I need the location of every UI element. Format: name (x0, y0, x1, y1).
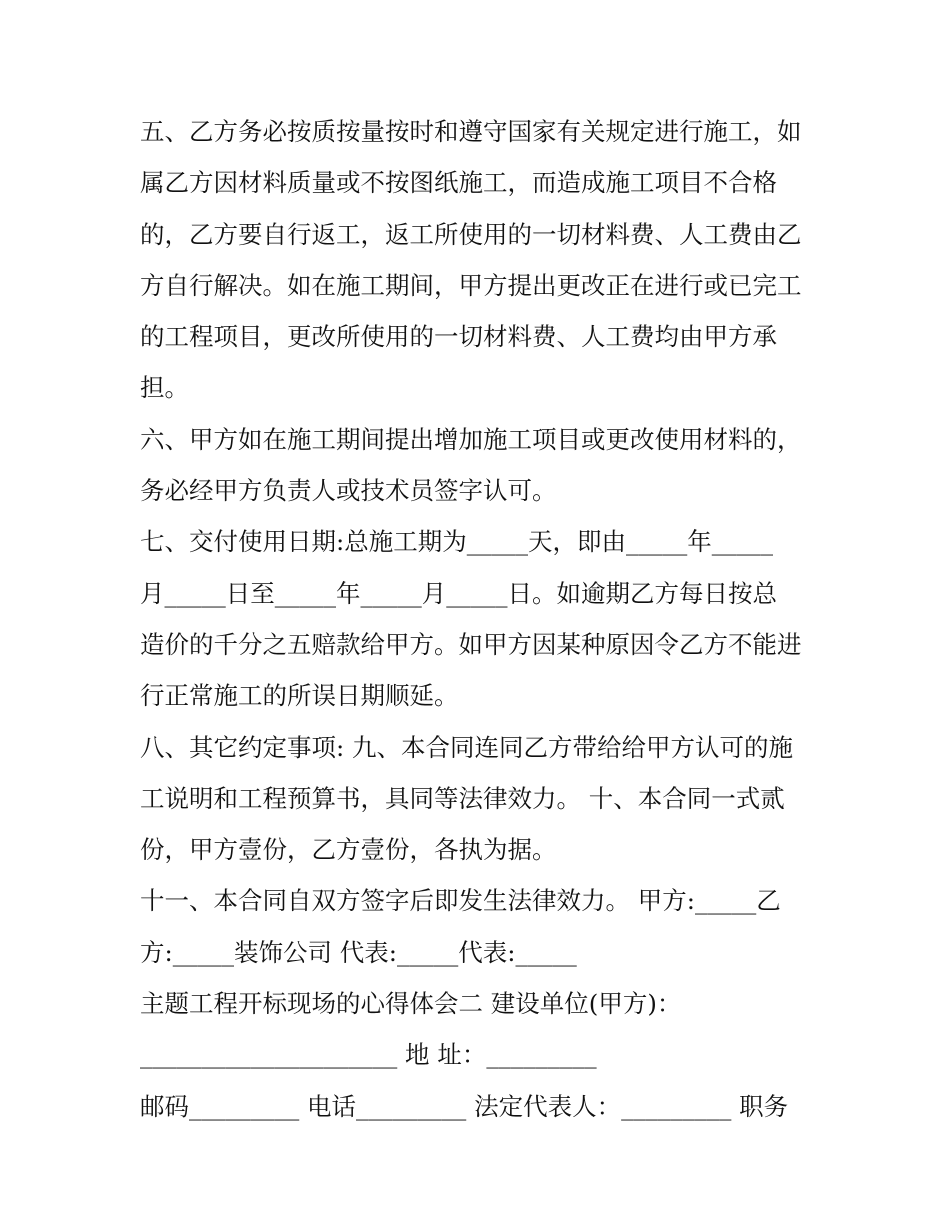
clause-8-line-1: 八、其它约定事项: 九、本合同连同乙方带给给甲方认可的施 (140, 732, 794, 762)
clause-5-line-3: 的，乙方要自行返工，返工所使用的一切材料费、人工费由乙 (140, 219, 802, 249)
clause-5-line-4: 方自行解决。如在施工期间，甲方提出更改正在进行或已完工 (140, 270, 802, 300)
address-line: _____________________ 地 址：_________ (140, 1040, 597, 1070)
clause-11-line-1: 十一、本合同自双方签字后即发生法律效力。 甲方:_____乙 (140, 886, 781, 916)
clause-5-line-5: 的工程项目，更改所使用的一切材料费、人工费均由甲方承 (140, 322, 777, 352)
clause-7-line-3: 造价的千分之五赔款给甲方。如甲方因某种原因令乙方不能进 (140, 629, 802, 659)
contract-text (140, 106, 820, 1132)
clause-8-line-3: 份，甲方壹份，乙方壹份，各执为据。 (140, 835, 557, 865)
clause-5-line-6: 担。 (140, 373, 189, 403)
clause-6-line-2: 务必经甲方负责人或技术员签字认可。 (140, 476, 557, 506)
clause-7-line-2: 月_____日至_____年_____月_____日。如逾期乙方每日按总 (140, 578, 777, 608)
contact-line: 邮码_________ 电话_________ 法定代表人：_________ 职务 (140, 1091, 789, 1121)
clause-11-line-2: 方:_____装饰公司 代表:_____代表:_____ (140, 937, 577, 967)
clause-5-line-1: 五、乙方务必按质按量按时和遵守国家有关规定进行施工，如 (140, 117, 802, 146)
clause-6-line-1: 六、甲方如在施工期间提出增加施工项目或更改使用材料的， (140, 424, 802, 454)
clause-7-line-4: 行正常施工的所误日期顺延。 (140, 681, 459, 711)
section-heading-line: 主题工程开标现场的心得体会二 建设单位(甲方)： (140, 989, 682, 1019)
clause-5-line-2: 属乙方因材料质量或不按图纸施工，而造成施工项目不合格 (140, 168, 777, 198)
clause-8-line-2: 工说明和工程预算书，具同等法律效力。 十、本合同一式贰 (140, 783, 785, 813)
clause-7-line-1: 七、交付使用日期:总施工期为_____天，即由_____年_____ (140, 527, 774, 557)
